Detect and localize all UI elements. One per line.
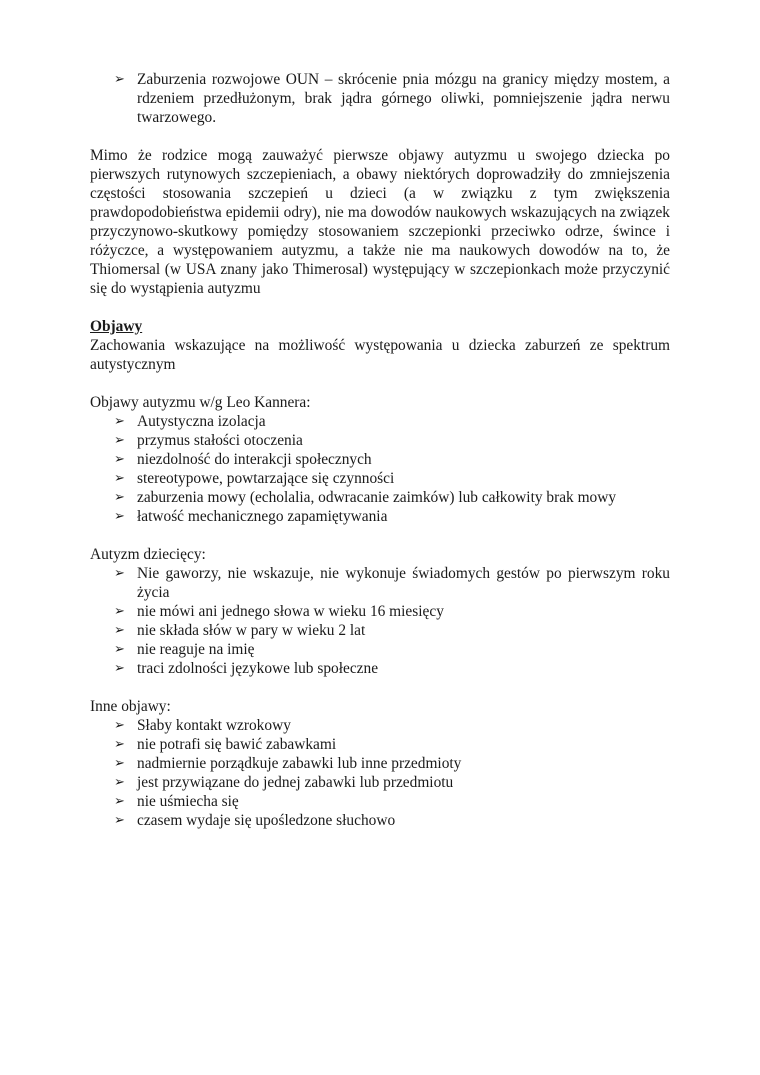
list-item-text: zaburzenia mowy (echolalia, odwracanie zaimków) lub całkowity brak mowy xyxy=(137,489,617,506)
arrow-bullet-icon: ➢ xyxy=(114,433,125,448)
childhood-list xyxy=(90,564,670,678)
list-item-text: Nie gaworzy, nie wskazuje, nie wykonuje świadomych gestów po pierwszym roku życia xyxy=(137,565,670,601)
list-item-text: stereotypowe, powtarzające się czynności xyxy=(137,470,395,487)
list-item-text: nie potrafi się bawić zabawkami xyxy=(137,736,337,753)
arrow-bullet-icon: ➢ xyxy=(114,414,125,429)
kanner-title: Objawy autyzmu w/g Leo Kannera: xyxy=(90,394,311,411)
list-item xyxy=(114,412,670,431)
spacer xyxy=(90,678,670,697)
document-body xyxy=(90,70,670,830)
list-item-text: czasem wydaje się upośledzone słuchowo xyxy=(137,812,396,829)
arrow-bullet-icon: ➢ xyxy=(114,490,125,505)
vaccine-paragraph: Mimo że rodzice mogą zauważyć pierwsze objawy autyzmu u swojego dziecka po pierwszych rutynowych szczepieniach, a obawy niektórych doprowadziły do zmniejszenia częstości stosowania szczepień u dzieci (a w związku z tym zwiększenia prawdopodobieństwa epidemii odry), nie ma dowodów naukowych wskazujących na związek przyczynowo-skutkowy pomiędzy stosowaniem szczepionki przeciwko odrze, śwince i różyczce, a występowaniem autyzmu, a także nie ma naukowych dowodów na to, że Thiomersal (w USA znany jako Thimerosal) występujący w szczepionkach może przyczynić się do wystąpienia autyzmu xyxy=(90,147,670,297)
list-item-text: Zaburzenia rozwojowe OUN – skrócenie pnia mózgu na granicy między mostem, a rdzeniem przedłużonym, brak jądra górnego oliwki, pomniejszenie jądra nerwu twarzowego. xyxy=(137,71,670,126)
list-item xyxy=(114,640,670,659)
list-item xyxy=(114,564,670,602)
arrow-bullet-icon: ➢ xyxy=(114,718,125,733)
other-list xyxy=(90,716,670,830)
list-item-text: Autystyczna izolacja xyxy=(137,413,266,430)
arrow-bullet-icon: ➢ xyxy=(114,509,125,524)
list-item xyxy=(114,469,670,488)
arrow-bullet-icon: ➢ xyxy=(114,452,125,467)
list-item-text: nie uśmiecha się xyxy=(137,793,239,810)
list-item-text: nie reaguje na imię xyxy=(137,641,255,658)
list-item xyxy=(114,507,670,526)
arrow-bullet-icon: ➢ xyxy=(114,756,125,771)
list-item-text: przymus stałości otoczenia xyxy=(137,432,303,449)
spacer xyxy=(90,298,670,317)
list-item xyxy=(114,792,670,811)
list-item xyxy=(114,754,670,773)
list-item-text: traci zdolności językowe lub społeczne xyxy=(137,660,379,677)
list-item xyxy=(114,716,670,735)
other-title: Inne objawy: xyxy=(90,698,171,715)
section-intro: Zachowania wskazujące na możliwość występowania u dziecka zaburzeń ze spektrum autystycznym xyxy=(90,337,670,373)
spacer xyxy=(90,127,670,146)
arrow-bullet-icon: ➢ xyxy=(114,471,125,486)
list-item-text: jest przywiązane do jednej zabawki lub przedmiotu xyxy=(137,774,454,791)
list-item xyxy=(114,488,670,507)
list-item-text: łatwość mechanicznego zapamiętywania xyxy=(137,508,388,525)
list-item xyxy=(114,621,670,640)
spacer xyxy=(90,526,670,545)
list-item-text: Słaby kontakt wzrokowy xyxy=(137,717,291,734)
list-item xyxy=(114,659,670,678)
list-item xyxy=(114,773,670,792)
kanner-list xyxy=(90,412,670,526)
list-item xyxy=(114,431,670,450)
arrow-bullet-icon: ➢ xyxy=(114,604,125,619)
arrow-bullet-icon: ➢ xyxy=(114,72,125,87)
list-item-text: nie składa słów w pary w wieku 2 lat xyxy=(137,622,366,639)
arrow-bullet-icon: ➢ xyxy=(114,642,125,657)
arrow-bullet-icon: ➢ xyxy=(114,566,125,581)
list-item-text: nie mówi ani jednego słowa w wieku 16 miesięcy xyxy=(137,603,444,620)
section-heading: Objawy xyxy=(90,318,143,335)
list-item xyxy=(114,450,670,469)
list-item xyxy=(114,811,670,830)
spacer xyxy=(90,374,670,393)
arrow-bullet-icon: ➢ xyxy=(114,775,125,790)
arrow-bullet-icon: ➢ xyxy=(114,737,125,752)
childhood-title: Autyzm dziecięcy: xyxy=(90,546,206,563)
arrow-bullet-icon: ➢ xyxy=(114,661,125,676)
arrow-bullet-icon: ➢ xyxy=(114,813,125,828)
list-item-text: nadmiernie porządkuje zabawki lub inne przedmioty xyxy=(137,755,462,772)
list-item-text: niezdolność do interakcji społecznych xyxy=(137,451,372,468)
list-item xyxy=(114,602,670,621)
arrow-bullet-icon: ➢ xyxy=(114,794,125,809)
arrow-bullet-icon: ➢ xyxy=(114,623,125,638)
top-bullet-list xyxy=(90,70,670,127)
list-item xyxy=(114,735,670,754)
list-item xyxy=(114,70,670,127)
